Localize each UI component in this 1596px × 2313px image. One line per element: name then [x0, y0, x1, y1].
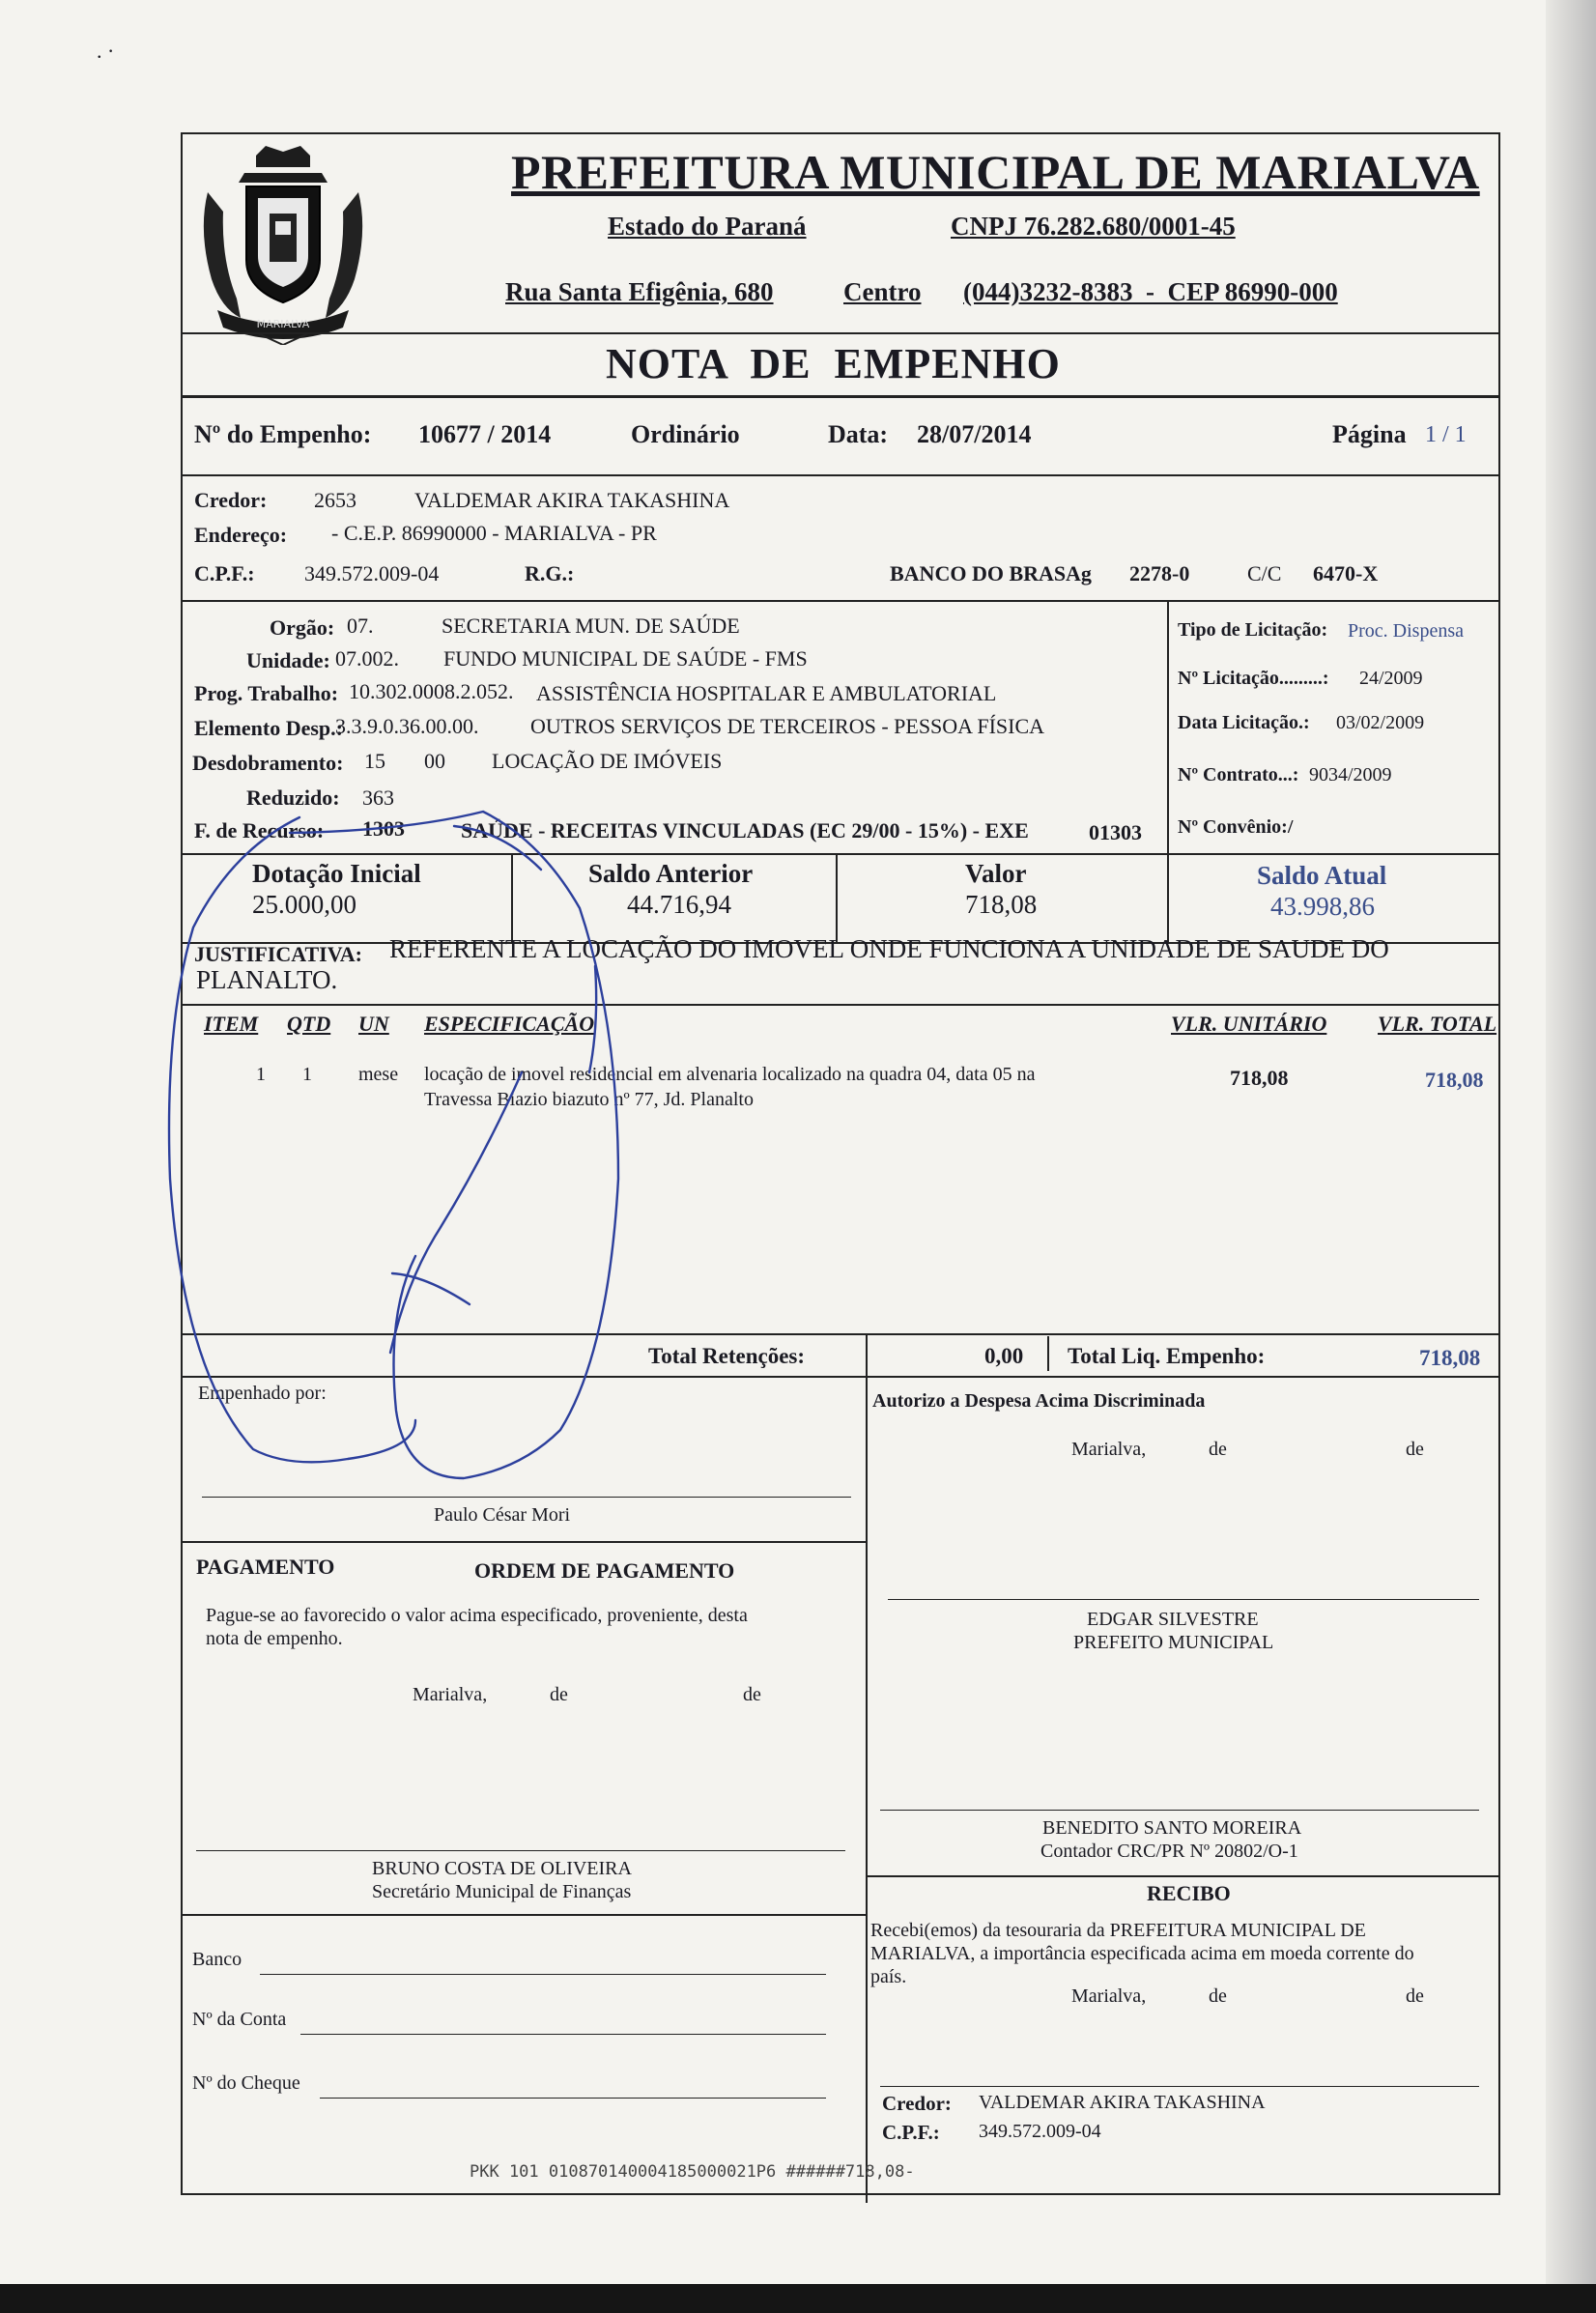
dotacao-inicial-label: Dotação Inicial	[252, 859, 421, 888]
numero-licitacao-value: 24/2009	[1359, 668, 1423, 689]
justificativa-label: JUSTIFICATIVA:	[194, 942, 363, 966]
pagamento-city: Marialva,	[413, 1684, 488, 1705]
orgao-code: 07.	[347, 614, 374, 638]
orgao-label: Orgão:	[270, 615, 335, 640]
items-header-un: UN	[358, 1012, 389, 1036]
coat-of-arms-icon	[198, 144, 368, 345]
elemento-code: 3.3.9.0.36.00.00.	[335, 714, 479, 738]
pagamento-label: PAGAMENTO	[196, 1555, 335, 1579]
secretario-name: BRUNO COSTA DE OLIVEIRA	[372, 1858, 632, 1879]
item-qty: 1	[302, 1064, 312, 1085]
recibo-credor-value: VALDEMAR AKIRA TAKASHINA	[979, 2092, 1266, 2113]
saldo-anterior-label: Saldo Anterior	[588, 859, 754, 888]
tipo-licitacao-value: Proc. Dispensa	[1348, 620, 1464, 642]
fonte-label: F. de Recurso:	[194, 818, 325, 842]
banco-label: Banco	[192, 1949, 242, 1970]
items-header-total: VLR. TOTAL	[1378, 1012, 1497, 1036]
secretario-title: Secretário Municipal de Finanças	[372, 1881, 632, 1902]
unidade-code: 07.002.	[335, 646, 399, 671]
items-header-item: ITEM	[204, 1012, 259, 1036]
header-state: Estado do Paraná	[608, 212, 807, 241]
orgao-name: SECRETARIA MUN. DE SAÚDE	[442, 614, 740, 638]
elemento-label: Elemento Desp.:	[194, 716, 343, 740]
total-liquido-value: 718,08	[1419, 1346, 1481, 1370]
total-liquido-label: Total Liq. Empenho:	[1068, 1344, 1266, 1368]
item-unit-measure: mese	[358, 1064, 399, 1085]
desdobramento-name: LOCAÇÃO DE IMÓVEIS	[492, 749, 723, 773]
scan-edge-shadow	[1546, 0, 1596, 2313]
header-cnpj: CNPJ 76.282.680/0001-45	[951, 212, 1236, 241]
justificativa-line1: REFERENTE A LOCAÇÃO DO IMOVEL ONDE FUNCIONA A UNIDADE DE SAUDE DO	[389, 934, 1389, 963]
valor-label: Valor	[965, 859, 1027, 888]
empenho-number: 10677 / 2014	[418, 420, 552, 448]
pagamento-de-2: de	[743, 1684, 761, 1705]
prog-code: 10.302.0008.2.052.	[349, 679, 514, 703]
recibo-credor-label: Credor:	[882, 2092, 952, 2115]
empenho-date: 28/07/2014	[917, 420, 1032, 448]
total-retencoes-value: 0,00	[984, 1344, 1024, 1368]
item-number: 1	[256, 1064, 266, 1085]
saldo-atual-label: Saldo Atual	[1257, 861, 1387, 890]
header-title: PREFEITURA MUNICIPAL DE MARIALVA	[511, 145, 1480, 199]
scan-bottom-band	[0, 2284, 1596, 2313]
saldo-anterior-value: 44.716,94	[627, 890, 731, 919]
agency-label: Ag	[1066, 561, 1092, 585]
item-total-value: 718,08	[1425, 1068, 1484, 1092]
contador-name: BENEDITO SANTO MOREIRA	[1042, 1817, 1302, 1839]
scan-marks: . ·	[97, 39, 115, 63]
saldo-atual-value: 43.998,86	[1270, 892, 1375, 921]
header-district: Centro	[843, 277, 922, 306]
svg-text:MARIALVA: MARIALVA	[256, 318, 310, 330]
fonte-code-2: 01303	[1089, 820, 1142, 844]
prog-name: ASSISTÊNCIA HOSPITALAR E AMBULATORIAL	[536, 681, 997, 705]
prog-label: Prog. Trabalho:	[194, 681, 339, 705]
cpf-value: 349.572.009-04	[304, 561, 440, 585]
conta-label: Nº da Conta	[192, 2009, 287, 2030]
valor-value: 718,08	[965, 890, 1038, 919]
recibo-line3: país.	[870, 1966, 907, 1987]
ordem-pagamento-label: ORDEM DE PAGAMENTO	[474, 1558, 735, 1583]
cpf-label: C.P.F.:	[194, 561, 255, 585]
fonte-name: SAÚDE - RECEITAS VINCULADAS (EC 29/00 - 15%) - EXE	[461, 818, 1029, 842]
empenhado-por-label: Empenhado por:	[198, 1383, 327, 1404]
empenho-date-label: Data:	[828, 420, 889, 448]
page-label: Página	[1332, 420, 1407, 448]
cheque-line	[320, 2098, 826, 2099]
nota-de-empenho-form	[181, 132, 1500, 2195]
recibo-line2: MARIALVA, a importância especificada acima em moeda corrente do	[870, 1943, 1414, 1964]
desdobramento-code: 15	[364, 749, 385, 773]
items-header-qtd: QTD	[287, 1012, 331, 1036]
item-spec-line1: locação de imovel residencial em alvenaria localizado na quadra 04, data 05 na	[424, 1064, 1036, 1085]
pagamento-de-1: de	[550, 1684, 568, 1705]
rg-label: R.G.:	[525, 561, 575, 585]
data-licitacao-label: Data Licitação.:	[1178, 712, 1310, 733]
header-address: Rua Santa Efigênia, 680	[505, 277, 774, 306]
pagamento-text-line1: Pague-se ao favorecido o valor acima especificado, proveniente, desta	[206, 1605, 748, 1626]
autorizo-de-1: de	[1209, 1439, 1227, 1460]
account-value: 6470-X	[1313, 561, 1379, 585]
document-title: NOTA DE EMPENHO	[606, 340, 1061, 387]
recibo-cpf-value: 349.572.009-04	[979, 2121, 1101, 2142]
credor-label: Credor:	[194, 488, 268, 512]
contrato-value: 9034/2009	[1309, 764, 1392, 785]
desdobramento-sub: 00	[424, 749, 445, 773]
unidade-label: Unidade:	[246, 648, 330, 672]
prefeito-name: EDGAR SILVESTRE	[1087, 1609, 1259, 1630]
dotacao-inicial-value: 25.000,00	[252, 890, 356, 919]
account-label: C/C	[1247, 561, 1282, 585]
endereco-label: Endereço:	[194, 523, 288, 547]
reduzido-label: Reduzido:	[246, 785, 340, 810]
banco-line	[260, 1974, 826, 1975]
recibo-de-2: de	[1406, 1985, 1424, 2007]
barcode-line: PKK 101 010870140004185000021P6 ######718,08-	[470, 2162, 915, 2182]
recibo-line1: Recebi(emos) da tesouraria da PREFEITURA MUNICIPAL DE	[870, 1920, 1366, 1941]
fonte-code: 1303	[362, 816, 405, 841]
prefeito-title: PREFEITO MUNICIPAL	[1073, 1632, 1274, 1653]
empenho-type: Ordinário	[631, 420, 740, 448]
numero-licitacao-label: Nº Licitação.........:	[1178, 668, 1329, 689]
pagamento-text-line2: nota de empenho.	[206, 1628, 343, 1649]
contrato-label: Nº Contrato...:	[1178, 764, 1299, 785]
desdobramento-label: Desdobramento:	[192, 751, 344, 775]
header-phone-cep: (044)3232-8383 - CEP 86990-000	[963, 277, 1338, 306]
recibo-city: Marialva,	[1071, 1985, 1147, 2007]
autorizo-city: Marialva,	[1071, 1439, 1147, 1460]
credor-code: 2653	[314, 488, 356, 512]
recibo-title: RECIBO	[1147, 1881, 1231, 1905]
bank-name: BANCO DO BRAS	[890, 561, 1067, 585]
page-number: 1 / 1	[1425, 422, 1467, 447]
empenhado-por-name: Paulo César Mori	[434, 1504, 571, 1526]
reduzido-value: 363	[362, 785, 394, 810]
cheque-label: Nº do Cheque	[192, 2072, 300, 2094]
credor-name: VALDEMAR AKIRA TAKASHINA	[414, 488, 730, 512]
justificativa-line2: PLANALTO.	[196, 965, 338, 994]
conta-line	[300, 2034, 826, 2035]
endereco-value: - C.E.P. 86990000 - MARIALVA - PR	[331, 521, 657, 545]
agency-value: 2278-0	[1129, 561, 1190, 585]
data-licitacao-value: 03/02/2009	[1336, 712, 1425, 733]
autorizo-de-2: de	[1406, 1439, 1424, 1460]
items-header-unit: VLR. UNITÁRIO	[1171, 1012, 1327, 1036]
convenio-label: Nº Convênio:/	[1178, 816, 1294, 838]
tipo-licitacao-label: Tipo de Licitação:	[1178, 619, 1328, 641]
item-spec-line2: Travessa Biazio biazuto nº 77, Jd. Planalto	[424, 1089, 754, 1110]
item-unit-value: 718,08	[1230, 1066, 1289, 1090]
recibo-cpf-label: C.P.F.:	[882, 2121, 940, 2144]
total-retencoes-label: Total Retenções:	[648, 1344, 806, 1368]
recibo-de-1: de	[1209, 1985, 1227, 2007]
items-header-spec: ESPECIFICAÇÃO	[424, 1012, 595, 1036]
unidade-name: FUNDO MUNICIPAL DE SAÚDE - FMS	[443, 646, 808, 671]
empenho-number-label: Nº do Empenho:	[194, 420, 372, 448]
contador-title: Contador CRC/PR Nº 20802/O-1	[1040, 1841, 1298, 1862]
elemento-name: OUTROS SERVIÇOS DE TERCEIROS - PESSOA FÍSICA	[530, 714, 1045, 738]
autorizo-label: Autorizo a Despesa Acima Discriminada	[872, 1390, 1206, 1412]
